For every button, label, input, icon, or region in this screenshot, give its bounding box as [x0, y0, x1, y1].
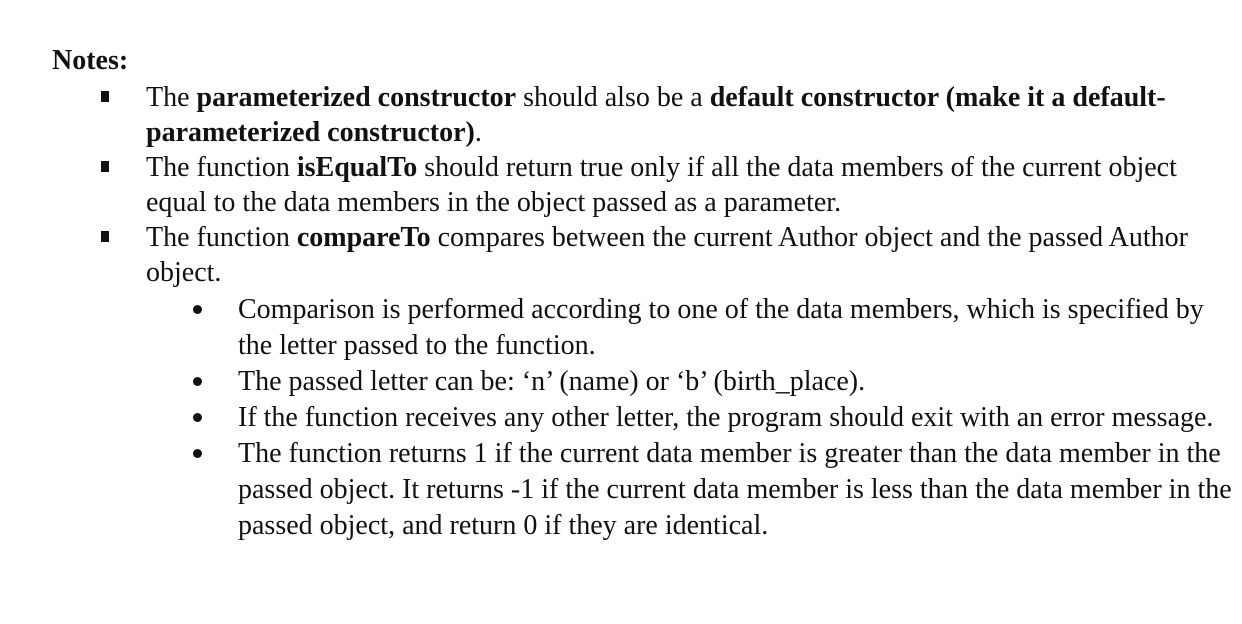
sub-note-text: The function returns 1 if the current data member is greater than the data member in the passed object. It returns -1 if the current data member is less than the data member in the passed object, and return 0 if they are identical. — [238, 438, 1232, 541]
note-text: The — [146, 82, 197, 113]
note-text: . — [474, 117, 482, 148]
sub-note-item — [146, 400, 1232, 436]
note-item-compareto — [52, 220, 1232, 544]
note-text: The function — [146, 222, 297, 253]
sub-note-item — [146, 364, 1232, 400]
note-bold-term: parameterized constructor — [196, 82, 517, 113]
sub-note-item — [146, 292, 1232, 364]
note-item-isequalto — [52, 150, 1232, 220]
notes-list — [52, 80, 1232, 544]
sub-note-text: Comparison is performed according to one of the data members, which is specified by the letter passed to the function. — [238, 294, 1204, 361]
note-bold-term: compareTo — [296, 222, 431, 253]
note-text: should return true only if all the data members of the current object equal to the data members in the object passed as a parameter. — [146, 152, 1177, 218]
sub-note-text: If the function receives any other letter, the program should exit with an error message. — [238, 402, 1214, 433]
notes-heading: Notes: — [52, 45, 129, 76]
note-text: The function — [146, 152, 297, 183]
note-bold-term: default constructor (make it a default-parameterized constructor) — [146, 82, 1166, 148]
round-bullet-icon — [193, 449, 202, 458]
round-bullet-icon — [193, 413, 202, 422]
sub-note-text: The passed letter can be: ‘n’ (name) or ‘b’ (birth_place). — [238, 366, 866, 397]
square-bullet-icon — [101, 161, 109, 172]
note-text: compares between the current Author object and the passed Author object. — [146, 222, 1188, 288]
note-text: should also be a — [516, 82, 710, 113]
notes-document — [52, 44, 1232, 544]
square-bullet-icon — [101, 231, 109, 242]
note-bold-term: isEqualTo — [296, 152, 418, 183]
round-bullet-icon — [193, 305, 202, 314]
square-bullet-icon — [101, 91, 109, 102]
sub-note-item — [146, 436, 1232, 544]
round-bullet-icon — [193, 377, 202, 386]
note-item-constructor — [52, 80, 1232, 150]
compareto-sublist — [146, 292, 1232, 544]
